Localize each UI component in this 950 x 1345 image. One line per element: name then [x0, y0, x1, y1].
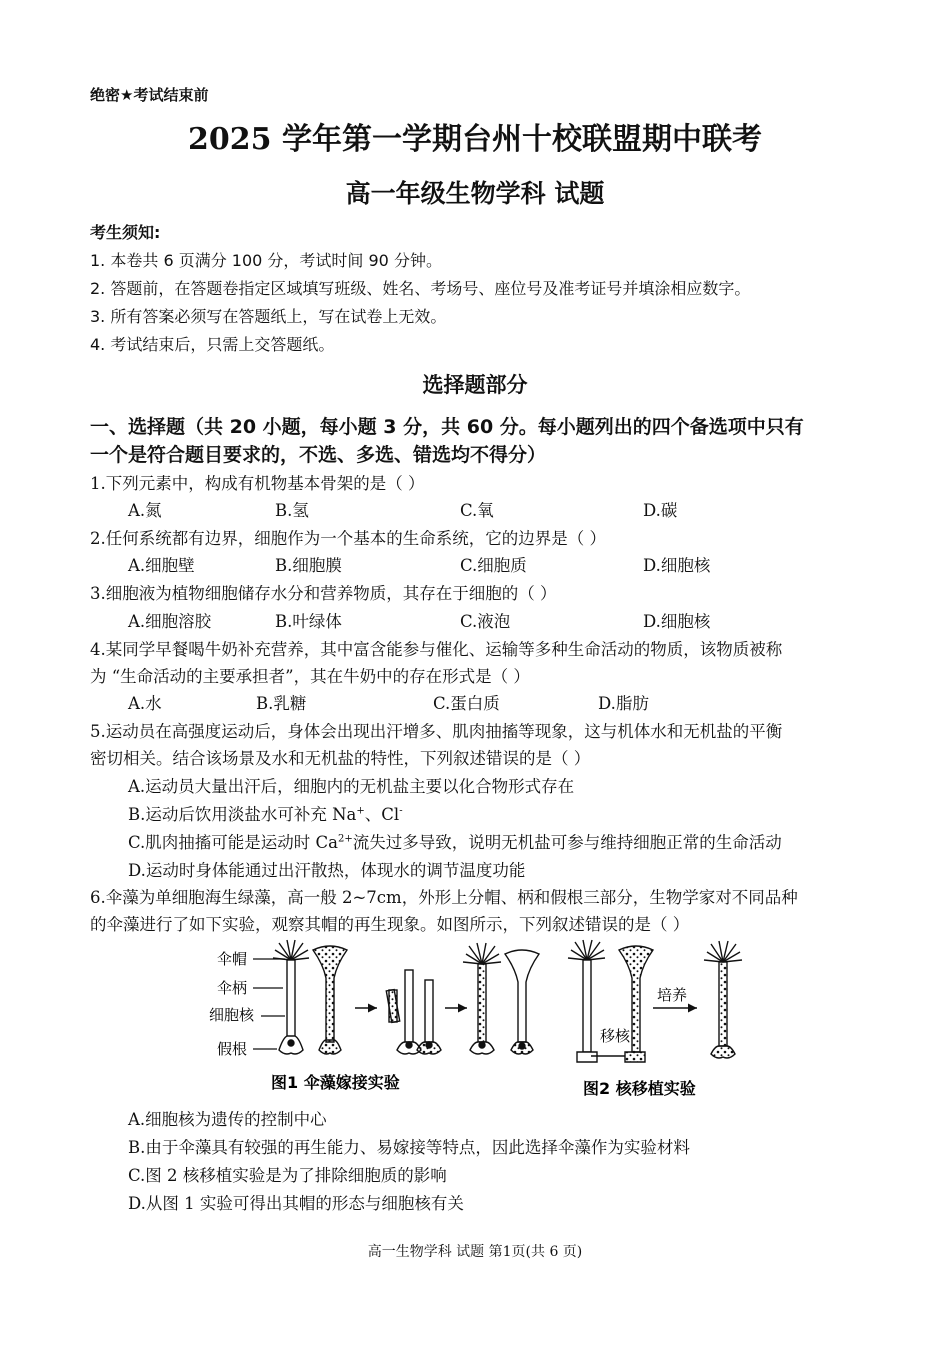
- figure2-caption: 图2 核移植实验: [583, 1079, 696, 1098]
- q5-option-a: A.运动员大量出汗后，细胞内的无机盐主要以化合物形式存在: [128, 777, 575, 796]
- culture-label: 培养: [657, 986, 688, 1004]
- question-6-stem-line1: 6.伞藻为单细胞海生绿藻，高一般 2~7cm，外形上分帽、柄和假根三部分，生物学家对不同品种: [90, 888, 798, 907]
- section-title: 选择题部分: [422, 373, 528, 397]
- notice-item: 3. 所有答案必须写在答题纸上，写在试卷上无效。: [90, 307, 447, 326]
- q2-option-a: A.细胞壁: [128, 556, 195, 575]
- question-4-stem-line1: 4.某同学早餐喝牛奶补充营养，其中富含能参与催化、运输等多种生命活动的物质，该物质被称: [90, 640, 783, 659]
- question-6-stem-line2: 的伞藻进行了如下实验，观察其帽的再生现象。如图所示，下列叙述错误的是（ ）: [90, 915, 690, 934]
- fig2-result: [704, 941, 742, 1058]
- part-heading-line2: 一个是符合题目要求的，不选、多选、错选均不得分）: [90, 444, 547, 466]
- fig1-result-a: [463, 943, 501, 1054]
- notice-heading: 考生须知:: [90, 223, 161, 242]
- confidential-mark: 绝密★考试结束前: [90, 86, 209, 104]
- q4-option-c: C.蛋白质: [433, 694, 500, 713]
- question-3-stem: 3.细胞液为植物细胞储存水分和营养物质，其存在于细胞的（ ）: [90, 584, 557, 603]
- figure1-caption: 图1 伞藻嫁接实验: [271, 1073, 400, 1092]
- label-rhizoid: 假根: [217, 1040, 248, 1058]
- question-1-stem: 1.下列元素中，构成有机物基本骨架的是（ ）: [90, 474, 425, 493]
- q1-option-d: D.碳: [643, 501, 678, 520]
- question-5-stem-line2: 密切相关。结合该场景及水和无机盐的特性，下列叙述错误的是（ ）: [90, 749, 591, 768]
- q2-option-b: B.细胞膜: [275, 556, 342, 575]
- label-stalk: 伞柄: [217, 979, 248, 997]
- notice-item: 2. 答题前，在答题卷指定区域填写班级、姓名、考场号、座位号及准考证号并填涂相应数字。: [90, 279, 751, 298]
- acetabularia-figure: [205, 938, 765, 1100]
- q1-option-a: A.氮: [128, 501, 162, 520]
- exam-subtitle: 高一年级生物学科 试题: [345, 179, 605, 208]
- label-cap: 伞帽: [217, 950, 248, 968]
- fig1-grafting: [386, 970, 441, 1054]
- q2-option-d: D.细胞核: [643, 556, 711, 575]
- q2-option-c: C.细胞质: [460, 556, 527, 575]
- q6-option-d: D.从图 1 实验可得出其帽的形态与细胞核有关: [128, 1194, 464, 1213]
- question-5-stem-line1: 5.运动员在高强度运动后，身体会出现出汗增多、肌肉抽搐等现象，这与机体水和无机盐的平衡: [90, 722, 783, 741]
- q4-option-b: B.乳糖: [256, 694, 307, 713]
- q1-option-b: B.氢: [275, 501, 309, 520]
- q5-option-d: D.运动时身体能通过出汗散热，体现水的调节温度功能: [128, 861, 526, 880]
- question-2-stem: 2.任何系统都有边界，细胞作为一个基本的生命系统，它的边界是（ ）: [90, 529, 606, 548]
- q4-option-a: A.水: [128, 694, 162, 713]
- q1-option-c: C.氧: [460, 501, 494, 520]
- notice-item: 4. 考试结束后，只需上交答题纸。: [90, 335, 335, 354]
- q4-option-d: D.脂肪: [598, 694, 649, 713]
- transplant-label: 移核: [600, 1027, 631, 1045]
- fig1-plant-b: [313, 946, 347, 1054]
- q3-option-a: A.细胞溶胶: [128, 612, 212, 631]
- question-4-stem-line2: 为 “生命活动的主要承担者”，其在牛奶中的存在形式是（ ）: [90, 667, 530, 686]
- q3-option-b: B.叶绿体: [275, 612, 342, 631]
- notice-item: 1. 本卷共 6 页满分 100 分，考试时间 90 分钟。: [90, 251, 442, 270]
- q3-option-c: C.液泡: [460, 612, 511, 631]
- page-footer: 高一生物学科 试题 第1页(共 6 页): [367, 1244, 583, 1260]
- q5-option-b: B.运动后饮用淡盐水可补充 Na+、Cl-: [128, 805, 403, 824]
- exam-title: 2025 学年第一学期台州十校联盟期中联考: [188, 122, 762, 157]
- part-heading-line1: 一、选择题（共 20 小题，每小题 3 分，共 60 分。每小题列出的四个备选项中只有: [90, 416, 804, 438]
- q6-option-a: A.细胞核为遗传的控制中心: [128, 1110, 327, 1129]
- label-nucleus: 细胞核: [209, 1006, 255, 1024]
- q5-option-c: C.肌肉抽搐可能是运动时 $Ca^{2+}$流失过多导致，说明无机盐可参与维持细胞正常的生命活动: [128, 833, 782, 852]
- q6-option-b: B.由于伞藻具有较强的再生能力、易嫁接等特点，因此选择伞藻作为实验材料: [128, 1138, 690, 1157]
- q3-option-d: D.细胞核: [643, 612, 711, 631]
- fig1-result-b: [505, 950, 539, 1054]
- q6-option-c: C.图 2 核移植实验是为了排除细胞质的影响: [128, 1166, 447, 1185]
- fig1-plant-a: [273, 940, 309, 1054]
